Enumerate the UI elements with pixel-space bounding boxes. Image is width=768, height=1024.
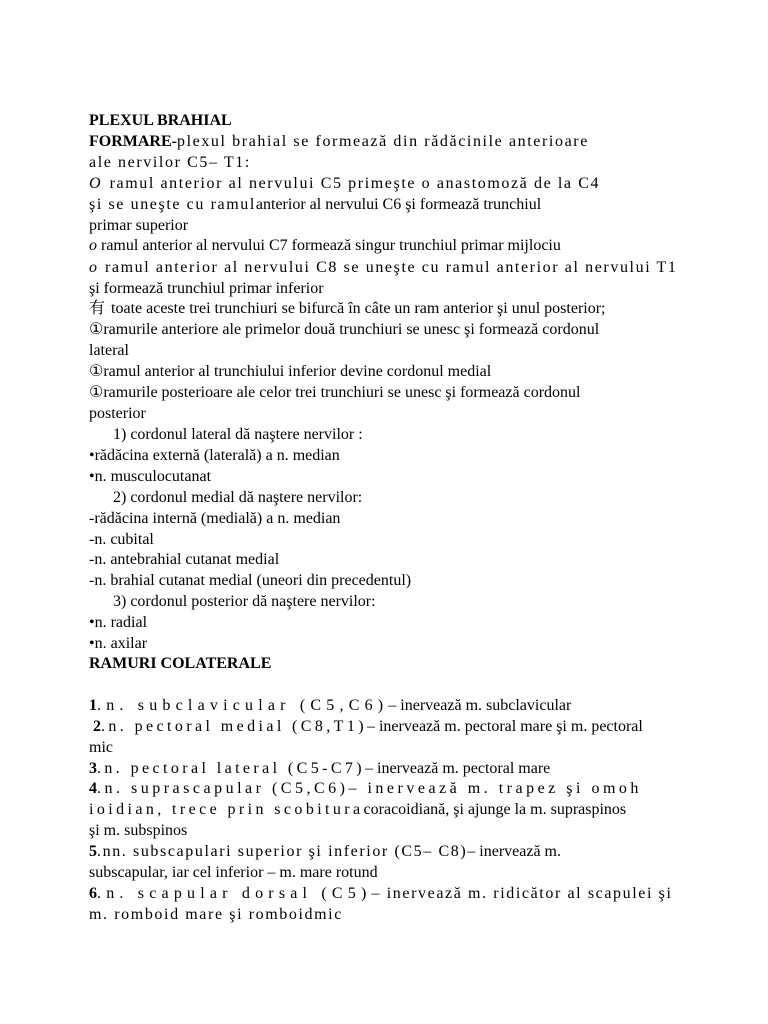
cord-lateral-nerve: •rădăcina externă (laterală) a n. median [89, 447, 340, 464]
collateral-n4 [89, 779, 642, 799]
collateral-n3-number: 3 [89, 760, 97, 777]
cord-medial-nerve: -n. cubital [89, 531, 154, 548]
collateral-n6-name: .n. scapular dorsal (C5) [97, 885, 372, 902]
item-e-line-1 [89, 320, 599, 340]
item-d-marker: 有 [89, 300, 106, 317]
cord-lateral-heading: 1) cordonul lateral dă naştere nervilor : [113, 426, 363, 443]
item-g-text: ramurile posterioare ale celor trei trunchiuri se unesc şi formează cordonul [103, 384, 581, 401]
item-a-line-2a: şi se uneşte cu ramul [89, 196, 256, 213]
item-g-line-1 [89, 383, 580, 403]
cord-medial-heading: 2) cordonul medial dă naştere nervilor: [113, 489, 363, 506]
collateral-n5-line-2: subscapular, iar cel inferior – m. mare rotund [89, 864, 378, 881]
item-d-line-1 [89, 299, 606, 319]
item-d-text: toate aceste trei trunchiuri se bifurcă în câte un ram anterior şi unul posterior; [111, 300, 606, 317]
document-title: PLEXUL BRAHIAL [89, 112, 232, 129]
collateral-n6-line-2: m. romboid mare şi romboidmic [89, 906, 343, 923]
collateral-n2-rest: – inervează m. pectoral mare şi m. pectoral [366, 718, 643, 735]
item-a-line-1 [89, 174, 600, 194]
formare-line-2: ale nervilor C5– T1: [89, 154, 251, 171]
formare-label: FORMARE- [89, 133, 177, 150]
cord-medial-nerve: -rădăcina internă (medială) a n. median [89, 510, 341, 527]
collateral-n3 [89, 759, 550, 779]
item-c-line-2: şi formează trunchiul primar inferior [89, 280, 324, 297]
collateral-n3-name: .n. pectoral lateral (C5-C7) [97, 760, 366, 777]
collateral-n4-line-3: şi m. subspinos [89, 822, 188, 839]
collateral-n5-name: .nn. subscapulari superior şi inferior (C5– C8) [97, 843, 468, 860]
collateral-n5-rest: – inervează m. [467, 843, 561, 860]
collateral-n1-rest: – inervează m. subclavicular [388, 697, 572, 714]
item-c-text: ramul anterior al nervului C8 se uneşte cu ramul anterior al nervului T1 [105, 259, 678, 276]
item-a-line-2 [89, 195, 541, 215]
item-c-line-1 [89, 258, 678, 278]
collateral-n4-line-2a: ioidian, trece prin scobitura [89, 801, 364, 818]
cord-posterior-nerve: •n. radial [89, 614, 148, 631]
item-b-text: ramul anterior al nervului C7 formează singur trunchiul primar mijlociu [101, 237, 561, 254]
item-f-marker: ① [89, 363, 104, 380]
item-g-line-2: posterior [89, 405, 146, 422]
item-e-text: ramurile anteriore ale primelor două trunchiuri se unesc şi formează cordonul [103, 321, 600, 338]
cord-posterior-heading: 3) cordonul posterior dă naştere nervilor: [113, 593, 376, 610]
collateral-n4-line-2b: coracoidiană, şi ajunge la m. supraspinos [363, 801, 627, 818]
collateral-n1 [89, 696, 571, 716]
collateral-n6-rest: – inervează m. ridicător al scapulei şi [371, 885, 673, 902]
item-f-line-1 [89, 362, 491, 382]
collateral-n6 [89, 884, 673, 904]
item-e-line-2: lateral [89, 342, 129, 359]
item-a-line-3: primar superior [89, 217, 189, 234]
formare-text: plexul brahial se formează din rădăcinile anterioare [176, 133, 589, 150]
item-e-marker: ① [89, 321, 104, 338]
cord-medial-nerve: -n. antebrahial cutanat medial [89, 551, 280, 568]
collateral-heading: RAMURI COLATERALE [89, 655, 272, 672]
item-g-marker: ① [89, 384, 104, 401]
item-f-text: ramul anterior al trunchiului inferior devine cordonul medial [103, 363, 492, 380]
collateral-n2-line-2: mic [89, 739, 113, 756]
cord-posterior-nerve: •n. axilar [89, 635, 148, 652]
collateral-n4-number: 4 [89, 780, 97, 797]
collateral-n3-rest: – inervează m. pectoral mare [365, 760, 551, 777]
collateral-n2-number: 2 [93, 718, 101, 735]
collateral-n1-number: 1 [89, 697, 97, 714]
item-a-line-2b: anterior al nervului C6 şi formează trunchiul [255, 196, 542, 213]
collateral-n5 [89, 842, 561, 862]
item-b-line-1 [89, 236, 561, 256]
collateral-n4-name: .n. suprascapular (C5,C6)– inervează m. trapez şi omoh [97, 780, 642, 797]
collateral-n2 [93, 717, 643, 737]
formare-line-1 [89, 132, 589, 152]
collateral-n1-name: .n. subclavicular (C5,C6) [97, 697, 389, 714]
item-b-marker: o [89, 237, 97, 254]
item-a-marker: O [89, 175, 101, 192]
collateral-n4-line-2 [89, 800, 626, 820]
cord-medial-nerve: -n. brahial cutanat medial (uneori din precedentul) [89, 572, 412, 589]
collateral-n2-name: .n. pectoral medial (C8,T1) [101, 718, 367, 735]
item-a-text: ramul anterior al nervului C5 primeşte o anastomoză de la C4 [109, 175, 601, 192]
collateral-n5-number: 5 [89, 843, 97, 860]
collateral-n6-number: 6 [89, 885, 97, 902]
item-c-marker: o [89, 259, 97, 276]
cord-lateral-nerve: •n. musculocutanat [89, 468, 212, 485]
